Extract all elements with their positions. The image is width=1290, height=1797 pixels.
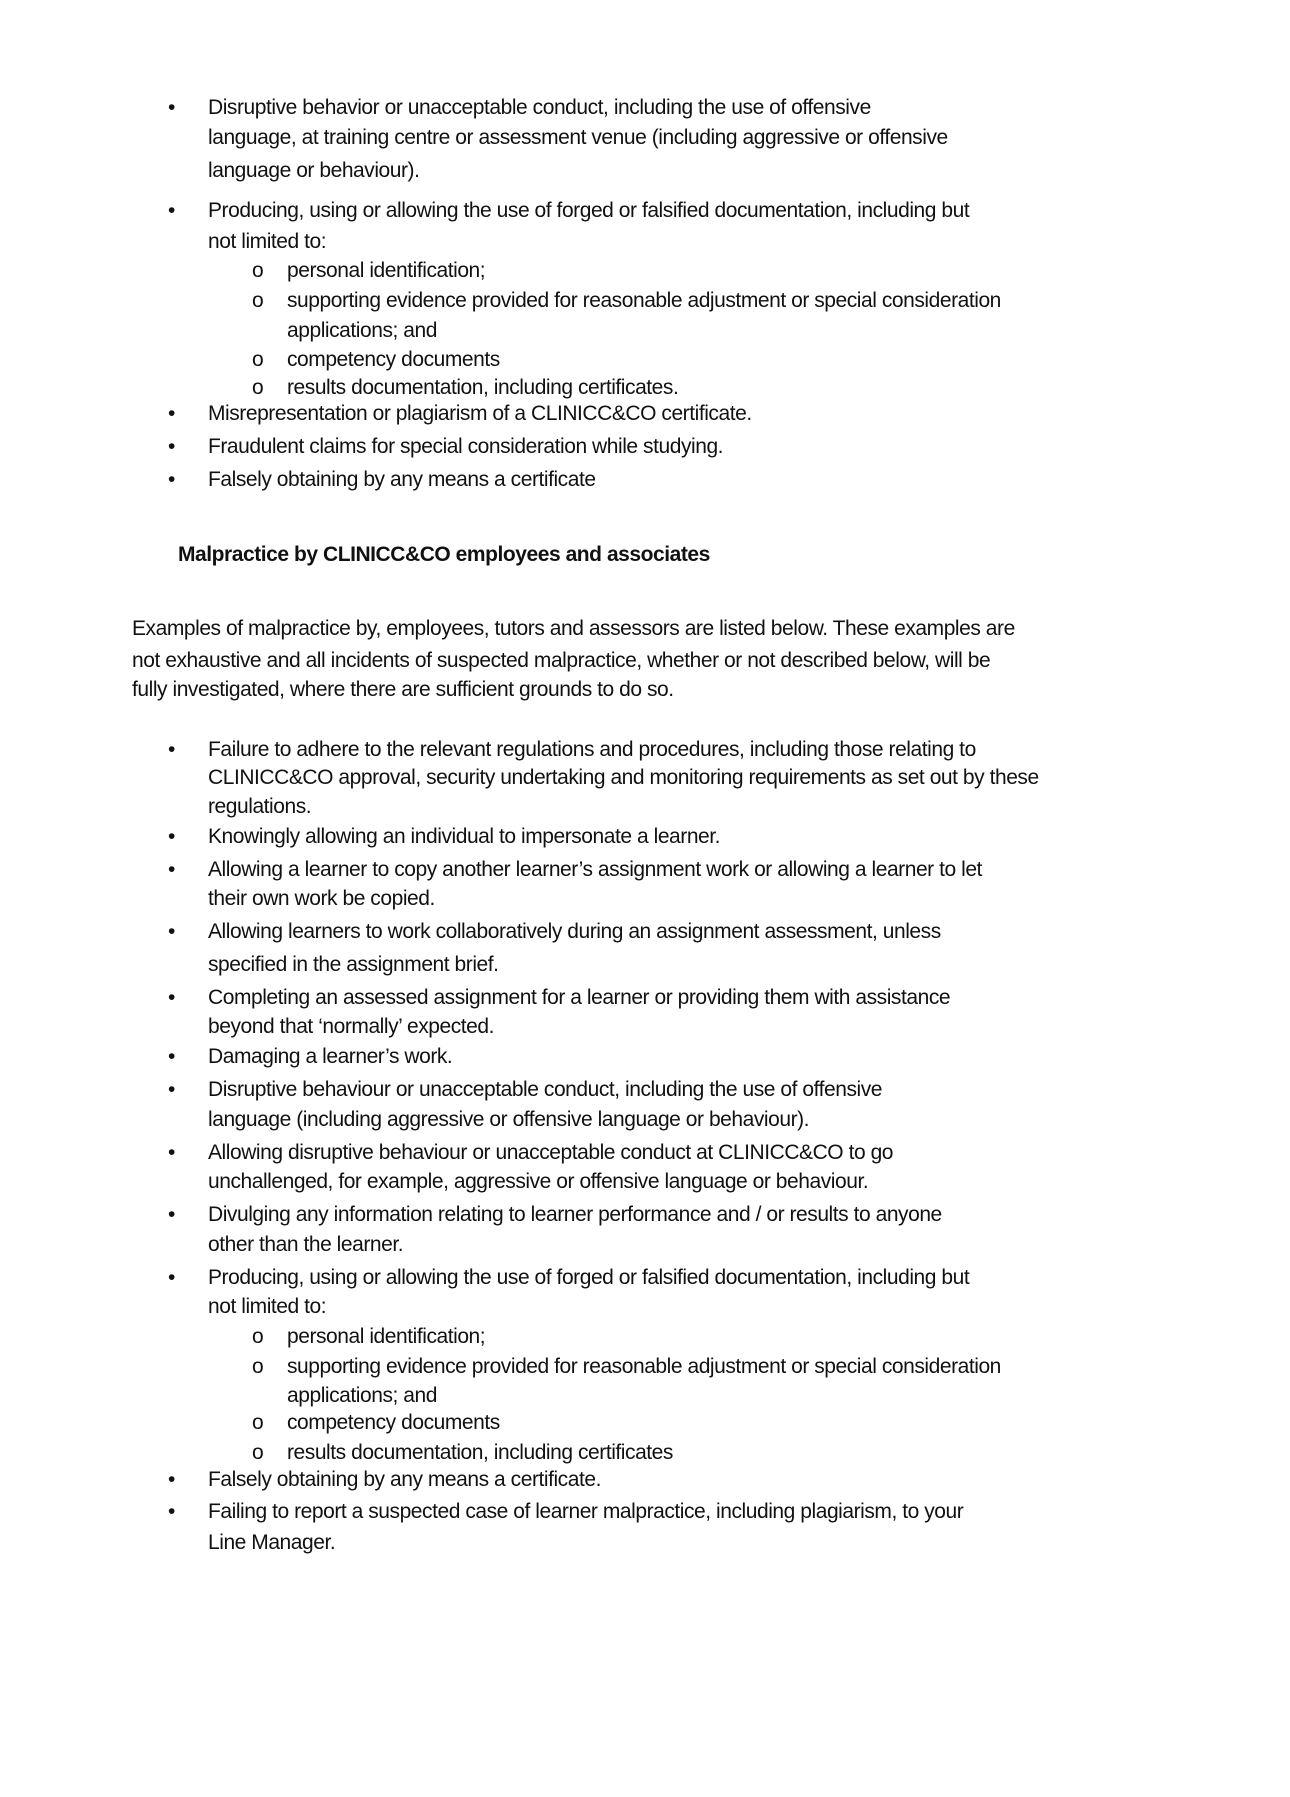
bullet-icon: •	[168, 435, 176, 458]
list-item-text: language or behaviour).	[208, 159, 420, 182]
bullet-icon: •	[168, 402, 176, 425]
list-item-text: Falsely obtaining by any means a certificate	[208, 468, 596, 491]
bullet-icon: •	[168, 986, 176, 1009]
bullet-icon: •	[168, 468, 176, 491]
sub-bullet-icon: o	[252, 348, 264, 371]
sub-bullet-icon: o	[252, 1411, 264, 1434]
list-item-text: language, at training centre or assessment venue (including aggressive or offensive	[208, 126, 948, 149]
intro-paragraph-line: Examples of malpractice by, employees, tutors and assessors are listed below. These examples are	[132, 617, 1015, 640]
bullet-icon: •	[168, 825, 176, 848]
bullet-icon: •	[168, 1045, 176, 1068]
sub-bullet-icon: o	[252, 259, 264, 282]
sub-bullet-icon: o	[252, 376, 264, 399]
bullet-icon: •	[168, 1203, 176, 1226]
list-item-text: Disruptive behaviour or unacceptable conduct, including the use of offensive	[208, 1078, 883, 1101]
sub-list-item-text: applications; and	[287, 1384, 437, 1407]
bullet-icon: •	[168, 1078, 176, 1101]
list-item-text: Producing, using or allowing the use of forged or falsified documentation, including but	[208, 1266, 970, 1289]
list-item-text: CLINICC&CO approval, security undertaking and monitoring requirements as set out by these	[208, 766, 1039, 789]
sub-list-item-text: competency documents	[287, 1411, 500, 1434]
bullet-icon: •	[168, 1468, 176, 1491]
list-item-text: beyond that ‘normally’ expected.	[208, 1015, 494, 1038]
sub-bullet-icon: o	[252, 1325, 264, 1348]
list-item-text: Allowing disruptive behaviour or unacceptable conduct at CLINICC&CO to go	[208, 1141, 894, 1164]
bullet-icon: •	[168, 1266, 176, 1289]
bullet-icon: •	[168, 96, 176, 119]
list-item-text: their own work be copied.	[208, 887, 435, 910]
intro-paragraph-line: not exhaustive and all incidents of suspected malpractice, whether or not described below, will be	[132, 649, 991, 672]
sub-bullet-icon: o	[252, 289, 264, 312]
list-item-text: Line Manager.	[208, 1531, 336, 1554]
list-item-text: unchallenged, for example, aggressive or offensive language or behaviour.	[208, 1170, 869, 1193]
list-item-text: Failing to report a suspected case of learner malpractice, including plagiarism, to your	[208, 1500, 964, 1523]
bullet-icon: •	[168, 199, 176, 222]
list-item-text: not limited to:	[208, 1295, 327, 1318]
sub-list-item-text: results documentation, including certificates.	[287, 376, 679, 399]
list-item-text: Divulging any information relating to learner performance and / or results to anyone	[208, 1203, 942, 1226]
bullet-icon: •	[168, 1141, 176, 1164]
sub-list-item-text: personal identification;	[287, 1325, 486, 1348]
sub-list-item-text: applications; and	[287, 319, 437, 342]
list-item-text: language (including aggressive or offensive language or behaviour).	[208, 1108, 810, 1131]
list-item-text: Misrepresentation or plagiarism of a CLINICC&CO certificate.	[208, 402, 752, 425]
list-item-text: Allowing a learner to copy another learner’s assignment work or allowing a learner to let	[208, 858, 982, 881]
sub-list-item-text: supporting evidence provided for reasonable adjustment or special consideration	[287, 289, 1001, 312]
bullet-icon: •	[168, 920, 176, 943]
list-item-text: Producing, using or allowing the use of forged or falsified documentation, including but	[208, 199, 970, 222]
bullet-icon: •	[168, 858, 176, 881]
list-item-text: specified in the assignment brief.	[208, 953, 499, 976]
list-item-text: Damaging a learner’s work.	[208, 1045, 453, 1068]
list-item-text: Knowingly allowing an individual to impersonate a learner.	[208, 825, 721, 848]
sub-list-item-text: personal identification;	[287, 259, 486, 282]
list-item-text: other than the learner.	[208, 1233, 404, 1256]
sub-bullet-icon: o	[252, 1441, 264, 1464]
list-item-text: Fraudulent claims for special consideration while studying.	[208, 435, 724, 458]
sub-bullet-icon: o	[252, 1355, 264, 1378]
sub-list-item-text: supporting evidence provided for reasonable adjustment or special consideration	[287, 1355, 1001, 1378]
list-item-text: Disruptive behavior or unacceptable conduct, including the use of offensive	[208, 96, 871, 119]
list-item-text: regulations.	[208, 795, 312, 818]
sub-list-item-text: competency documents	[287, 348, 500, 371]
list-item-text: Failure to adhere to the relevant regulations and procedures, including those relating to	[208, 738, 976, 761]
list-item-text: Allowing learners to work collaboratively during an assignment assessment, unless	[208, 920, 941, 943]
list-item-text: Falsely obtaining by any means a certificate.	[208, 1468, 601, 1491]
list-item-text: Completing an assessed assignment for a learner or providing them with assistance	[208, 986, 951, 1009]
list-item-text: not limited to:	[208, 230, 327, 253]
sub-list-item-text: results documentation, including certificates	[287, 1441, 673, 1464]
bullet-icon: •	[168, 738, 176, 761]
bullet-icon: •	[168, 1500, 176, 1523]
section-heading: Malpractice by CLINICC&CO employees and associates	[178, 543, 710, 566]
intro-paragraph-line: fully investigated, where there are sufficient grounds to do so.	[132, 678, 674, 701]
